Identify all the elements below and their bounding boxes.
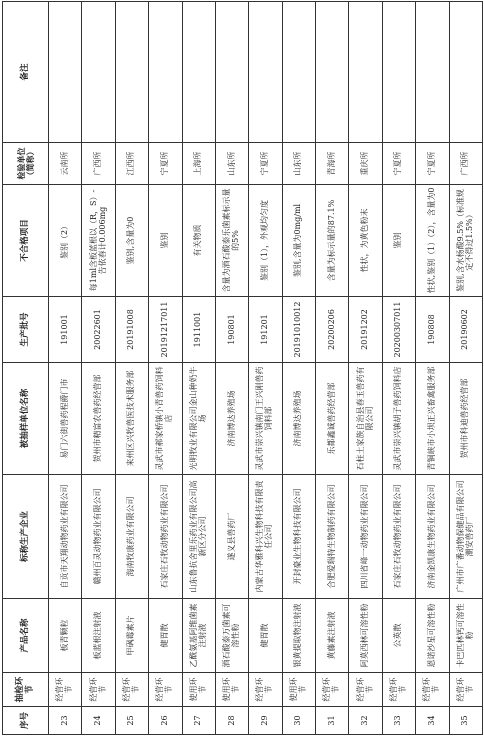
batch-cell: 191001 [49,297,82,363]
batch-cell: 190808 [416,297,449,363]
product-cell: 卡巴匹林钙可溶性粉 [449,599,483,673]
note-cell [382,2,415,143]
note-cell [282,2,315,143]
sampled-unit-cell: 青铜峡市小坝正兴畜禽服务部 [416,363,449,475]
stage-cell: 经营环节 [449,673,483,707]
failed-item-cell: 性状，为黄色粉末 [349,185,382,297]
note-cell [149,2,182,143]
producer-cell: 广州市广番动物保健品有限公司潮安兽药厂 [449,475,483,599]
product-cell: 酒石酸泰万菌素可溶性粉 [215,599,248,673]
batch-cell: 20200307011 [382,297,415,363]
seq-cell: 33 [382,707,415,735]
stage-cell: 使用环节 [282,673,315,707]
table-row [282,2,315,735]
lab-cell: 云南所 [49,143,82,185]
sampled-unit-cell: 灵武市崇兴镇胡子兽药饲料店 [382,363,415,475]
table-row [416,2,449,735]
product-cell: 板蓝根注射液 [82,599,115,673]
lab-cell: 重庆所 [349,143,382,185]
batch-cell: 20190602 [449,297,483,363]
lab-cell: 宁夏所 [149,143,182,185]
seq-cell: 23 [49,707,82,735]
stage-cell: 经营环节 [382,673,415,707]
seq-cell: 29 [249,707,282,735]
producer-cell: 自贡市天翔动物药业有限公司 [49,475,82,599]
seq-cell: 31 [316,707,349,735]
table-body [49,2,483,735]
stage-cell: 经营环节 [115,673,148,707]
seq-cell: 30 [282,707,315,735]
producer-cell: 开封豪业生物科技有限公司 [282,475,315,599]
producer-cell: 石家庄石牧动物药业有限公司 [382,475,415,599]
note-cell [349,2,382,143]
note-cell [449,2,483,143]
producer-cell: 济南金凯康生物药业有限公司 [416,475,449,599]
batch-cell: 20191008 [115,297,148,363]
sampled-unit-cell: 贺州市科迪兽药经营部 [449,363,483,475]
producer-cell: 山东鲁抗舍里乐药业有限公司高新区分公司 [182,475,215,599]
product-cell: 公英散 [382,599,415,673]
lab-cell: 山东所 [282,143,315,185]
lab-cell: 山东所 [215,143,248,185]
seq-cell: 28 [215,707,248,735]
product-cell: 甲砜霉素片 [115,599,148,673]
table-row [115,2,148,735]
table-row [182,2,215,735]
stage-cell: 经营环节 [49,673,82,707]
seq-cell: 24 [82,707,115,735]
seq-cell: 26 [149,707,182,735]
stage-cell: 使用环节 [215,673,248,707]
lab-cell: 江西所 [115,143,148,185]
sampled-unit-cell: 来州区兴牧兽医技术服务部 [115,363,148,475]
product-cell: 黄藤素注射液 [316,599,349,673]
sampled-unit-cell: 灵武市郝家桥镇小青兽药饲料店 [149,363,182,475]
header-seq: 序号 [3,707,49,735]
sampled-unit-cell: 光明牧业有限公司金山种奶牛场 [182,363,215,475]
failed-item-cell: 鉴别,含水杨酸9.5%（标准规定不得过1.5%） [449,185,483,297]
seq-cell: 27 [182,707,215,735]
failed-item-cell: 鉴别,含量为0 [115,185,148,297]
stage-cell: 经营环节 [149,673,182,707]
batch-cell: 20191010012 [282,297,315,363]
failed-item-cell: 鉴别 [382,185,415,297]
failed-item-cell: 每1ml含板蓝根以（R，S）-告依春计0.006mg [82,185,115,297]
header-note: 备注 [3,2,49,143]
batch-cell: 20022601 [82,297,115,363]
header-lab: 检验单位 （简称） [3,143,49,185]
failed-item-cell: 含量为酒石酸泰乐菌素标示量的5% [215,185,248,297]
sampled-unit-cell: 乐都鑫诚兽药经营部 [316,363,349,475]
producer-cell: 合肥爱瑞特生物制药有限公司 [316,475,349,599]
producer-cell: 四川省峰一动物药业有限公司 [349,475,382,599]
batch-cell: 20191202 [349,297,382,363]
product-cell: 板青颗粒 [49,599,82,673]
batch-cell: 20191217011 [149,297,182,363]
failed-item-cell: 性状,鉴别（1）（2），含量为0 [416,185,449,297]
stage-cell: 经营环节 [416,673,449,707]
failed-item-cell: 含量为标示量的87.1% [316,185,349,297]
lab-cell: 宁夏所 [416,143,449,185]
failed-item-cell: 鉴别,含量为0mg/ml [282,185,315,297]
note-cell [182,2,215,143]
table-row [316,2,349,735]
header-sampled-unit: 被抽样单位名称 [3,363,49,475]
product-cell: 恩诺沙星可溶性粉 [416,599,449,673]
header-stage: 抽检环节 [3,673,49,707]
producer-cell: 赣州百灵动物药业有限公司 [82,475,115,599]
header-product: 产品名称 [3,599,49,673]
batch-cell: 1911001 [182,297,215,363]
sampled-unit-cell: 灵武市崇兴镇南门王兴刚兽药饲料部 [249,363,282,475]
stage-cell: 经营环节 [316,673,349,707]
table-row [349,2,382,735]
sampled-unit-cell: 济南博达养殖场 [215,363,248,475]
failed-item-cell: 鉴别（1），外观均匀度 [249,185,282,297]
batch-cell: 20200206 [316,297,349,363]
lab-cell: 上海所 [182,143,215,185]
producer-cell: 遂义县兽药厂 [215,475,248,599]
note-cell [115,2,148,143]
product-cell: 健胃散 [149,599,182,673]
lab-cell: 宁夏所 [382,143,415,185]
table-row [215,2,248,735]
producer-cell: 石家庄石牧动物药业有限公司 [149,475,182,599]
lab-cell: 青海所 [316,143,349,185]
sampled-unit-cell: 易门六街兽药程爵门市 [49,363,82,475]
seq-cell: 34 [416,707,449,735]
stage-cell: 使用环节 [182,673,215,707]
batch-cell: 190801 [215,297,248,363]
header-failed-item: 不合格项目 [3,185,49,297]
table-row [382,2,415,735]
lab-cell: 宁夏所 [249,143,282,185]
stage-cell: 经营环节 [249,673,282,707]
inspection-results-table [2,1,483,735]
table-header-row [3,2,49,735]
product-cell: 银黄提取物注射液 [282,599,315,673]
table-row [149,2,182,735]
lab-cell: 广西所 [82,143,115,185]
seq-cell: 32 [349,707,382,735]
product-cell: 阿莫西林可溶性粉 [349,599,382,673]
note-cell [416,2,449,143]
producer-cell: 海南牧康药业有限公司 [115,475,148,599]
stage-cell: 经营环节 [349,673,382,707]
table-row [82,2,115,735]
product-cell: 乙酰氨基阿维菌素注射液 [182,599,215,673]
seq-cell: 25 [115,707,148,735]
note-cell [215,2,248,143]
table-row [449,2,483,735]
note-cell [316,2,349,143]
note-cell [82,2,115,143]
seq-cell: 35 [449,707,483,735]
failed-item-cell: 鉴别 [149,185,182,297]
header-batch: 生产批号 [3,297,49,363]
note-cell [49,2,82,143]
failed-item-cell: 有关物质 [182,185,215,297]
lab-cell: 广西所 [449,143,483,185]
table-row [249,2,282,735]
note-cell [249,2,282,143]
stage-cell: 经营环节 [82,673,115,707]
sampled-unit-cell: 贺州市精富农兽药经营部 [82,363,115,475]
sampled-unit-cell: 石柱土家族自治县春玉兽药有限公司 [349,363,382,475]
batch-cell: 191201 [249,297,282,363]
sampled-unit-cell: 济南博达养殖场 [282,363,315,475]
product-cell: 健胃散 [249,599,282,673]
failed-item-cell: 鉴别（2） [49,185,82,297]
table-row [49,2,82,735]
producer-cell: 内蒙古华雅科兴生物科技有限责任公司 [249,475,282,599]
header-producer: 标称生产企业 [3,475,49,599]
